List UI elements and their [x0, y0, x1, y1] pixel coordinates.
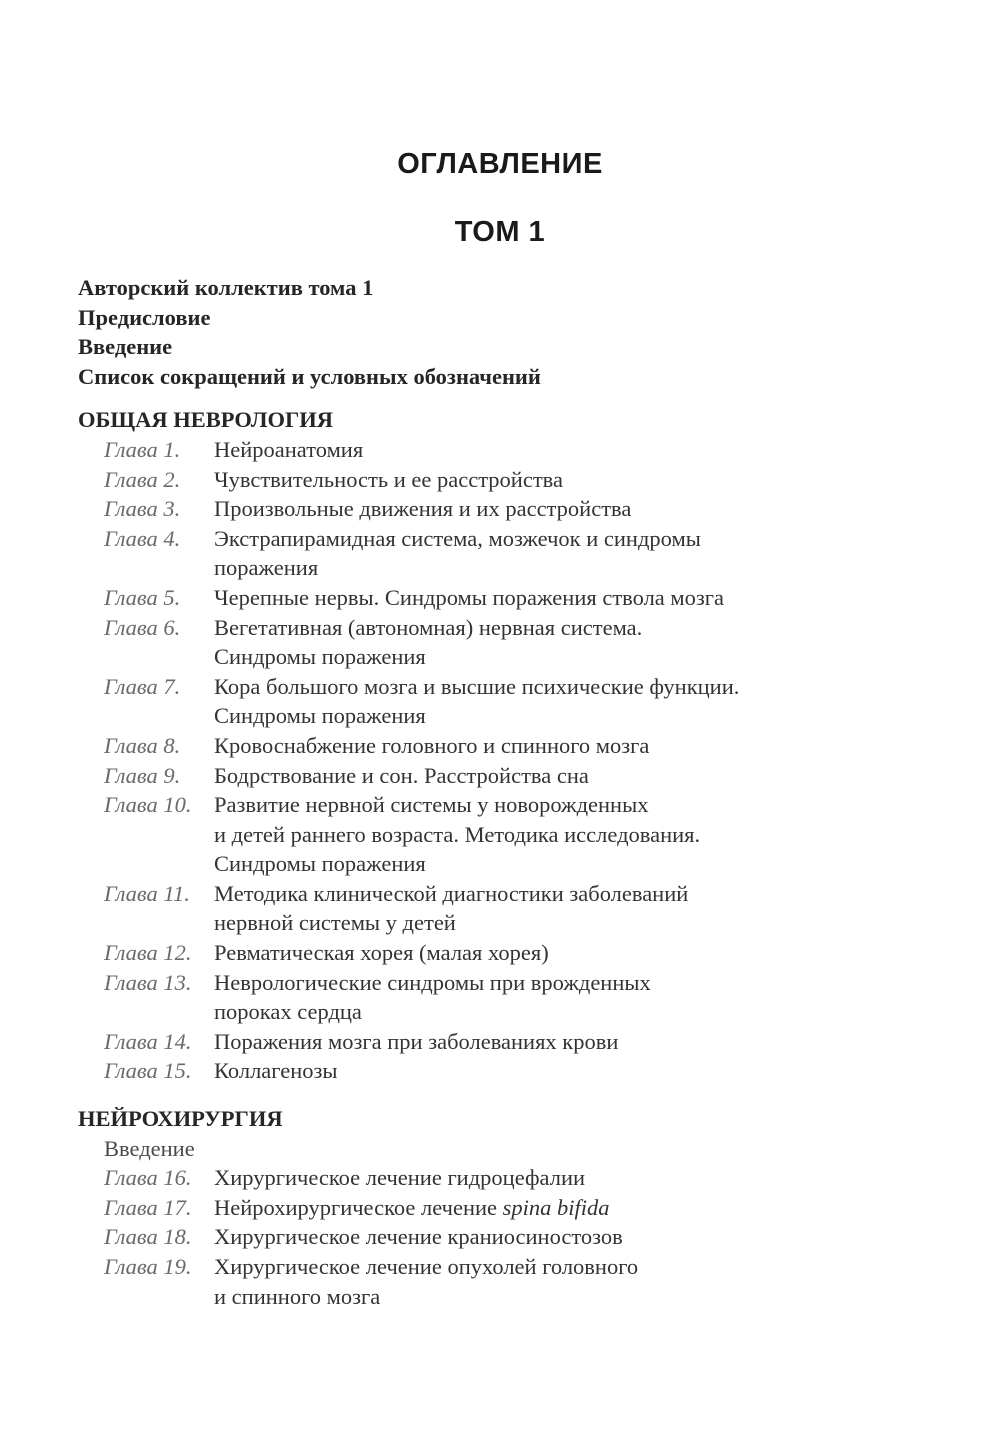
chapter-title: Нейроанатомия	[214, 436, 364, 462]
chapter-title: Ревматическая хорея (малая хорея)	[214, 940, 549, 966]
volume-title: ТОМ 1	[454, 216, 546, 248]
chapter-label: Глава 4.	[104, 525, 181, 551]
front-matter-item[interactable]: Авторский коллектив тома 1	[78, 275, 374, 300]
front-matter-item[interactable]: Список сокращений и условных обозначений	[78, 363, 541, 389]
page-title: ОГЛАВЛЕНИЕ	[397, 148, 603, 180]
chapter-label: Глава 6.	[104, 614, 181, 640]
chapter-title: Хирургическое лечение опухолей головного и спинного мозга	[214, 1254, 639, 1309]
chapter-title: Кора большого мозга и высшие психические функции. Синдромы поражения	[214, 673, 740, 729]
toc-entry[interactable]	[78, 494, 958, 524]
chapter-title: Хирургическое лечение гидроцефалии	[214, 1165, 586, 1191]
chapter-label: Глава 10.	[104, 792, 192, 818]
section-heading-neurosurgery[interactable]: НЕЙРОХИРУРГИЯ	[78, 1106, 283, 1132]
neurosurgery-intro[interactable]: Введение	[104, 1135, 195, 1161]
toc-entry[interactable]	[78, 968, 958, 1027]
toc-content	[78, 273, 958, 1311]
chapter-title: Экстрапирамидная система, мозжечок и синдромы поражения	[214, 525, 701, 581]
chapter-title: Произвольные движения и их расстройства	[214, 496, 632, 522]
chapter-label: Глава 1.	[104, 436, 181, 462]
chapter-title: Неврологические синдромы при врожденных пороках сердца	[214, 969, 651, 1025]
chapter-label: Глава 18.	[104, 1224, 192, 1250]
front-matter-item[interactable]: Предисловие	[78, 304, 211, 330]
toc-entry[interactable]	[78, 1163, 958, 1193]
toc-entry[interactable]	[78, 1027, 958, 1057]
chapter-title: Коллагенозы	[214, 1058, 338, 1084]
toc-entry[interactable]	[78, 879, 958, 938]
chapter-title: Вегетативная (автономная) нервная система. Синдромы поражения	[214, 614, 643, 670]
chapter-title: Поражения мозга при заболеваниях крови	[214, 1028, 619, 1054]
chapter-label: Глава 3.	[104, 496, 181, 522]
chapter-label: Глава 14.	[104, 1028, 192, 1054]
chapter-label: Глава 2.	[104, 466, 181, 492]
toc-entry[interactable]	[78, 790, 958, 879]
chapter-label: Глава 15.	[104, 1058, 192, 1084]
front-matter-item[interactable]: Введение	[78, 334, 173, 360]
chapter-label: Глава 5.	[104, 584, 181, 610]
chapter-title: Черепные нервы. Синдромы поражения ствола мозга	[214, 584, 725, 610]
chapter-label: Глава 12.	[104, 940, 192, 966]
chapter-title: Развитие нервной системы у новорожденных и детей раннего возраста. Методика исследования. Синдромы поражения	[214, 792, 701, 877]
chapter-title: Нейрохирургическое лечение spina bifida	[214, 1194, 610, 1220]
toc-entry[interactable]	[78, 583, 958, 613]
chapter-label: Глава 9.	[104, 762, 181, 788]
chapter-label: Глава 19.	[104, 1254, 192, 1279]
chapter-title: Чувствительность и ее расстройства	[214, 466, 563, 492]
toc-entry[interactable]	[78, 672, 958, 731]
chapter-label: Глава 17.	[104, 1194, 192, 1220]
chapter-title: Методика клинической диагностики заболеваний нервной системы у детей	[214, 880, 689, 936]
toc-entry[interactable]	[78, 1056, 958, 1086]
toc-entry[interactable]	[78, 1252, 958, 1311]
toc-entry[interactable]	[78, 435, 958, 465]
section-heading-general-neurology[interactable]: ОБЩАЯ НЕВРОЛОГИЯ	[78, 407, 334, 433]
chapter-label: Глава 13.	[104, 969, 192, 995]
chapter-title: Хирургическое лечение краниосиностозов	[214, 1224, 623, 1250]
chapter-label: Глава 7.	[104, 673, 181, 699]
toc-entry[interactable]	[78, 1222, 958, 1252]
toc-entry[interactable]	[78, 613, 958, 672]
chapter-label: Глава 8.	[104, 732, 181, 758]
chapter-title: Кровоснабжение головного и спинного мозга	[214, 732, 650, 758]
toc-entry[interactable]	[78, 524, 958, 583]
toc-entry[interactable]	[78, 761, 958, 791]
toc-entry[interactable]	[78, 1193, 958, 1223]
toc-entry[interactable]	[78, 465, 958, 495]
toc-entry[interactable]	[78, 731, 958, 761]
chapter-label: Глава 16.	[104, 1165, 192, 1191]
chapter-title: Бодрствование и сон. Расстройства сна	[214, 762, 589, 788]
toc-entry[interactable]	[78, 938, 958, 968]
chapter-label: Глава 11.	[104, 880, 190, 906]
